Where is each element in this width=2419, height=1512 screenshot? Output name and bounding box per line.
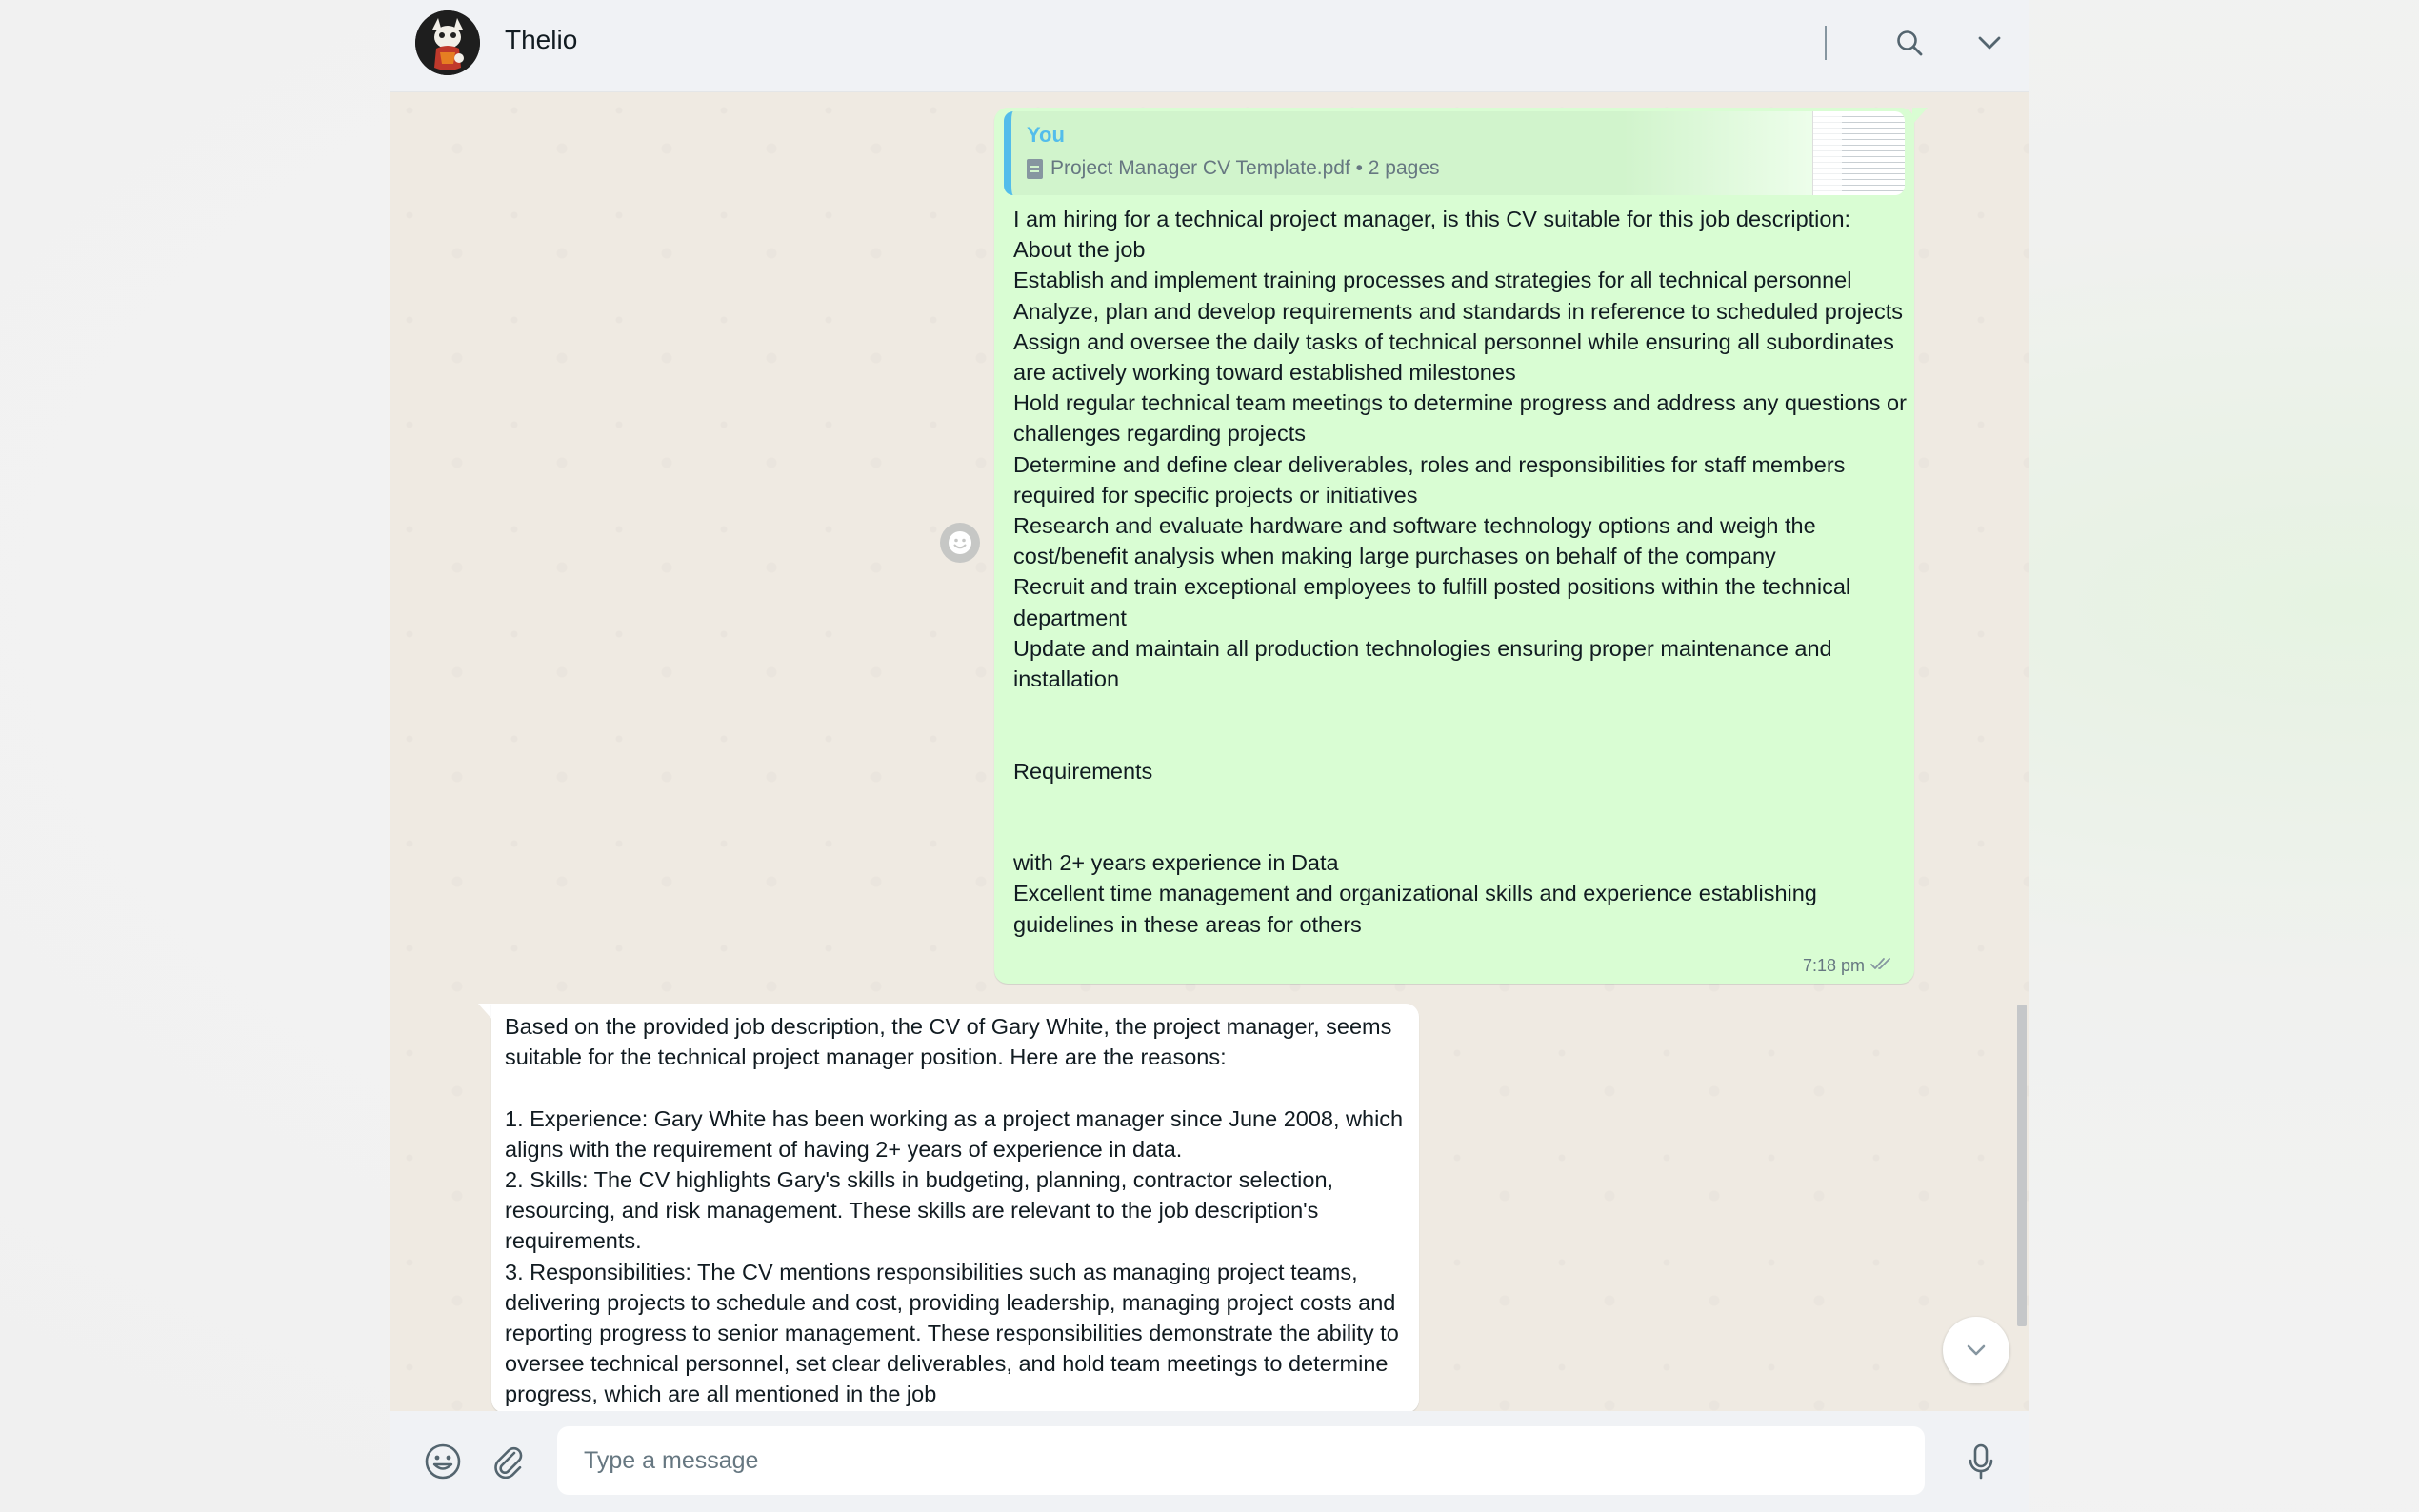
incoming-message-text: Based on the provided job description, the CV of Gary White, the project manager, seems suitable for the technical project manager position. Here are the reasons: 1. Experience: Gary White has been working as a project manager since June 2008, which aligns with the requirement of having 2+ years of experience in data. 2. Skills: The CV highlights Gary's skills in budgeting, planning, contractor selection, resourcing, and risk management. These skills are relevant to the job description's requirements. 3. Responsibilities: The CV mentions responsibilities such as managing project teams, delivering projects to schedule and cost, providing leadership, managing project costs and reporting progress to senior management. These responsibilities demonstrate the ability to oversee technical personnel, set clear deliverables, and hold team meetings to determine progress, which are all mentioned in the job	[505, 1014, 1404, 1407]
contact-name[interactable]: Thelio	[505, 25, 578, 54]
chat-header	[390, 0, 2029, 92]
quoted-attachment[interactable]	[1004, 111, 1905, 195]
message-time: 7:18 pm	[1802, 956, 1865, 975]
quote-fade	[1623, 111, 1813, 195]
chevron-down-icon	[1966, 1343, 1987, 1357]
message-meta	[1803, 956, 1895, 976]
message-input[interactable]	[557, 1426, 1925, 1495]
attach-icon[interactable]	[487, 1440, 530, 1483]
search-icon[interactable]	[1889, 23, 1929, 63]
emoji-icon[interactable]	[421, 1440, 465, 1483]
double-check-icon	[1870, 956, 1895, 976]
chat-scrollbar[interactable]	[2017, 1005, 2027, 1326]
emoji-reaction-button[interactable]	[940, 523, 980, 563]
scroll-to-bottom-button[interactable]	[1943, 1317, 2009, 1383]
quote-file-name: Project Manager CV Template.pdf • 2 pages	[1050, 157, 1440, 179]
header-divider	[1825, 26, 1827, 60]
document-icon	[1027, 159, 1043, 179]
incoming-message[interactable]	[491, 1004, 1419, 1413]
outgoing-message[interactable]	[994, 108, 1914, 984]
mic-icon[interactable]	[1959, 1440, 2003, 1483]
pdf-thumbnail[interactable]	[1812, 111, 1905, 195]
avatar[interactable]	[415, 10, 480, 75]
quote-author: You	[1027, 123, 1065, 147]
outgoing-message-text: I am hiring for a technical project manager, is this CV suitable for this job description: About the job Establish and implement training processes and strategies for all technical personnel Analyze, plan and develop requirements and standards in reference to scheduled projects Assign and oversee the daily tasks of technical personnel while ensuring all subordinates are actively working toward established milestones Hold regular technical team meetings to determine progress and address any questions or challenges regarding projects Determine and define clear deliverables, roles and responsibilities for staff members required for specific projects or initiatives Research and evaluate hardware and software technology options and weigh the cost/benefit analysis when making large purchases on behalf of the company Recruit and train exceptional employees to fulfill posted positions within the technical department Update and maintain all production technologies ensuring proper maintenance and installation Requirements with 2+ years experience in Data Excellent time management and organizational skills and experience establishing guidelines in these areas for others	[1013, 207, 1907, 937]
chat-window	[390, 0, 2029, 1512]
message-composer	[390, 1411, 2029, 1512]
quote-file	[1027, 157, 1440, 180]
chevron-down-icon[interactable]	[1969, 23, 2009, 63]
bubble-tail	[1912, 108, 1928, 125]
